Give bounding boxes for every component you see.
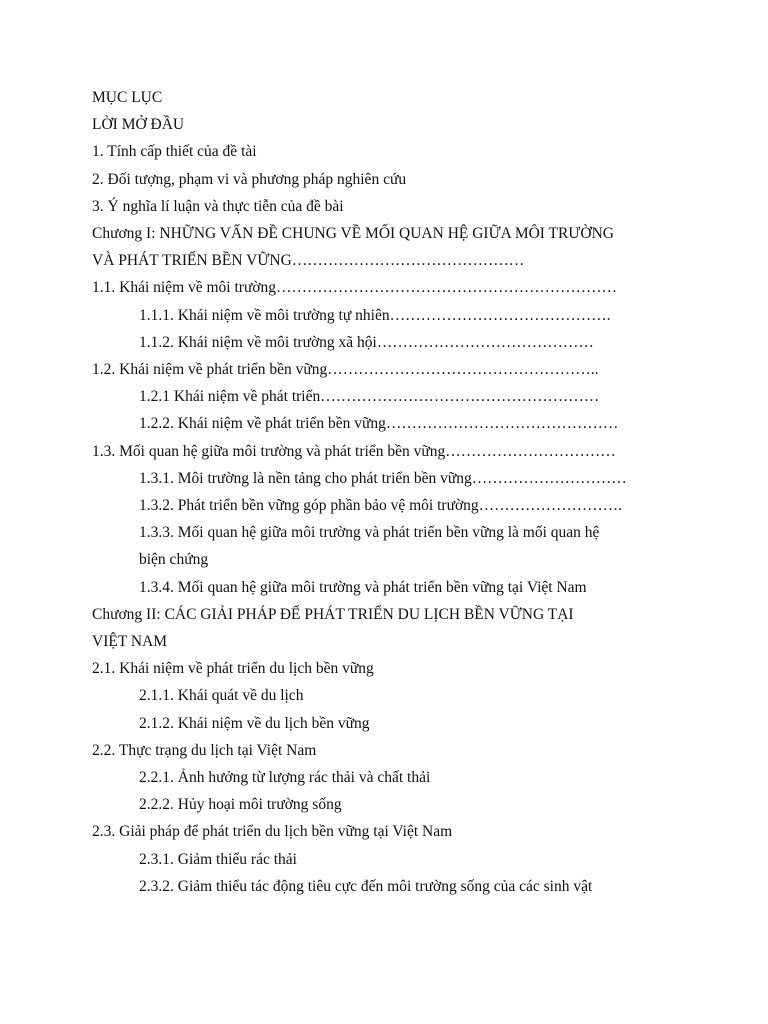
toc-entry: 2.3.2. Giảm thiểu tác động tiêu cực đến môi trường sống của các sinh vật xyxy=(139,877,593,895)
toc-entry: 2.2.1. Ảnh hưởng từ lượng rác thải và chất thải xyxy=(139,769,431,787)
toc-entry: 1.1.2. Khái niệm về môi trường xã hội…………………………………… xyxy=(139,333,594,351)
toc-entry: 2. Đối tượng, phạm vi và phương pháp nghiên cứu xyxy=(92,170,407,188)
toc-entry: biện chứng xyxy=(139,551,209,569)
toc-entry: 2.2. Thực trạng du lịch tại Việt Nam xyxy=(92,741,317,759)
toc-entry: 1.3.3. Mối quan hệ giữa môi trường và phát triển bền vững là mối quan hệ xyxy=(139,524,600,542)
toc-entry: 2.1. Khái niệm về phát triển du lịch bền vững xyxy=(92,660,374,678)
toc-entry: 1.3.1. Môi trường là nền tảng cho phát triển bền vững………………………… xyxy=(139,469,627,487)
toc-entry: Chương II: CÁC GIẢI PHÁP ĐỂ PHÁT TRIỂN DU LỊCH BỀN VỮNG TẠI xyxy=(92,605,574,623)
toc-entry: 1.3.4. Mối quan hệ giữa môi trường và phát triển bền vững tại Việt Nam xyxy=(139,578,587,596)
toc-entry: 1.2.2. Khái niệm về phát triển bền vững……………………………………… xyxy=(139,415,619,433)
table-of-contents xyxy=(92,84,692,900)
toc-entry: 2.3. Giải pháp để phát triển du lịch bền vững tại Việt Nam xyxy=(92,823,453,841)
toc-entry: 1.1. Khái niệm về môi trường………………………………………………………… xyxy=(92,279,618,297)
toc-entries xyxy=(92,111,692,900)
toc-entry: 2.1.2. Khái niệm về du lịch bền vững xyxy=(139,714,370,732)
toc-entry: 1.2. Khái niệm về phát triển bền vững…………………………………………….. xyxy=(92,361,599,379)
toc-entry: 1.3. Mối quan hệ giữa môi trường và phát triển bền vững…………………………… xyxy=(92,442,616,460)
toc-entry: 3. Ý nghĩa lí luận và thực tiễn của đề bài xyxy=(92,197,344,215)
toc-entry: 1.1.1. Khái niệm về môi trường tự nhiên……………………………………. xyxy=(139,306,611,324)
toc-entry: 1. Tính cấp thiết của đề tài xyxy=(92,143,257,161)
toc-title: MỤC LỤC xyxy=(92,89,163,106)
toc-entry: 2.3.1. Giảm thiểu rác thải xyxy=(139,850,297,868)
toc-entry: VÀ PHÁT TRIỂN BỀN VỮNG……………………………………… xyxy=(92,252,525,270)
toc-entry: 1.2.1 Khái niệm về phát triển……………………………………………… xyxy=(139,388,600,406)
toc-entry: LỜI MỞ ĐẦU xyxy=(92,116,185,134)
toc-entry: 2.2.2. Hủy hoại môi trường sống xyxy=(139,796,342,814)
toc-entry: 2.1.1. Khái quát về du lịch xyxy=(139,687,304,705)
toc-entry: 1.3.2. Phát triển bền vững góp phần bảo vệ môi trường………………………. xyxy=(139,497,623,515)
toc-entry: VIỆT NAM xyxy=(92,633,168,651)
toc-entry: Chương I: NHỮNG VẤN ĐỀ CHUNG VỀ MỐI QUAN HỆ GIỮA MÔI TRƯỜNG xyxy=(92,225,614,243)
